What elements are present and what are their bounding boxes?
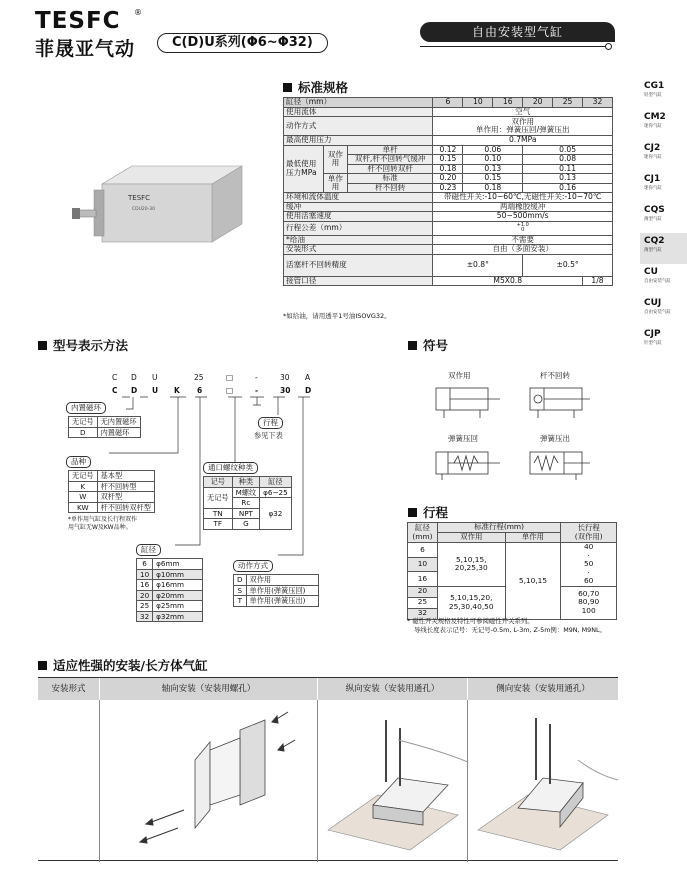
bore-table: 6 φ6mm 10 φ10mm 16 φ16mm 20 φ20mm 25 φ25mm 32 φ32mm xyxy=(136,558,203,622)
variety-table: 无记号 基本型 K 杆不回转型 W 双杆型 KW 杆不回转双杆型 xyxy=(68,470,155,513)
magnet-table: 无记号 无内置磁环 D 内置磁环 xyxy=(68,416,141,438)
nav-item-cq2[interactable]: CQ2 薄型气缸 xyxy=(640,233,687,264)
series-title: C(D)U系列(Φ6~Φ32) xyxy=(157,33,328,53)
thread-title: 通口螺纹种类 xyxy=(203,462,258,474)
axial-mount-illustration xyxy=(100,700,318,860)
header-divider-dot xyxy=(605,43,612,50)
stroke-table: 缸径 (mm) 标准行程(mm) 长行程 (双作用) 双作用 单作用 6 5,10,15, 20,25,30 5,10,15 40 · 50 · 60 10 16 20 5,10,15,20, 25,30,40,50 60,70 80,90 100 25 32 xyxy=(407,522,617,620)
pneumatic-symbols xyxy=(430,380,590,480)
mount-cell-vertical xyxy=(318,700,468,862)
brand-logo-cn: 菲晟亚气动 xyxy=(35,38,136,60)
nav-item-cjp[interactable]: CJP 针型气缸 xyxy=(644,329,662,346)
nav-item-cu[interactable]: CU 自由安装气缸 xyxy=(644,267,671,284)
svg-text:TESFC: TESFC xyxy=(128,194,151,202)
model-section-title: 型号表示方法 xyxy=(38,336,128,354)
bore-title: 缸径 xyxy=(136,544,161,556)
stroke-note: 参见下表 xyxy=(254,431,283,440)
symbol-section-title: 符号 xyxy=(408,336,448,354)
mount-cell-lateral xyxy=(468,700,618,862)
mount-cell-blank xyxy=(38,700,100,862)
variety-title: 品种 xyxy=(66,456,91,468)
stroke-title-box: 行程 xyxy=(258,417,283,429)
variety-note: *单作用气缸及长行程双作用气缸无W及KW品种。 xyxy=(68,516,138,531)
registered-mark: ® xyxy=(134,8,142,17)
thread-table: 记号 种类 缸径 无记号 M螺纹 φ6~25 Rc φ32 TN NPT TF G xyxy=(203,476,292,530)
nav-item-cg1[interactable]: CG1 轻型气缸 xyxy=(644,81,665,98)
nav-item-cuj[interactable]: CUJ 自由安装气缸 xyxy=(644,298,671,315)
action-table: D 双作用 S 单作用(弹簧压回) T 单作用(弹簧压出) xyxy=(233,574,319,607)
symbol-label-double: 双作用 xyxy=(448,371,471,380)
symbol-label-spring-extend: 弹簧压出 xyxy=(540,434,570,443)
mount-table xyxy=(38,677,618,861)
brand-logo-en: TESFC xyxy=(35,8,121,34)
header-label: 自由安装型气缸 xyxy=(420,22,615,42)
mount-header-lateral: 侧向安装（安装用通孔） xyxy=(468,678,618,700)
spec-table: 缸径（mm） 6 10 16 20 25 32 使用流体 空气 动作方式 双作用 单作用：弹簧压回/弹簧压出 最高使用压力 0.7MPa 最低使用 压力MPa 双作用 单杆 0.12 0.06 0.05 双杆,杆不回转气缓冲 0.15 0.10 0.08 杆不回转双杆 0.18 0.13 0.11 单作用 标准 0.20 0.15 0.13 杆不回转 0.23 0.18 0.16 环境和流体温度 带磁性开关:-10~60℃,无磁性开关:-10~70℃ 缓冲 两端橡胶缓冲 使用活塞速度 50~500mm/s 行程公差（mm） +1.0 0 *给油 不需要 安装形式 自由（多面安装） 活塞杆不回转精度 ±0.8° ±0.5° 接管口径 M5X0.8 1/8 xyxy=(283,97,613,286)
nav-item-cqs[interactable]: CQS 薄型气缸 xyxy=(644,205,665,222)
mount-section-title: 适应性强的安装/长方体气缸 xyxy=(38,656,208,674)
svg-text:CDU20-30: CDU20-30 xyxy=(132,207,155,212)
stroke-section-title: 行程 xyxy=(408,503,448,521)
nav-item-cj1[interactable]: CJ1 迷你气缸 xyxy=(644,174,662,191)
action-title: 动作方式 xyxy=(233,560,273,572)
stroke-notes: * 磁性开关规格及特性可参阅磁性开关系列。 导线长度表示记号：无记号-0.5m, L-3m, Z-5m例：M9N, M9NL。 xyxy=(407,617,606,634)
vertical-mount-illustration xyxy=(318,700,468,860)
mount-header-type: 安装形式 xyxy=(38,678,100,700)
nav-item-cm2[interactable]: CM2 迷你气缸 xyxy=(644,112,666,129)
mount-header-axial: 轴向安装（安装用螺孔） xyxy=(100,678,318,700)
symbol-label-nonrotate: 杆不回转 xyxy=(540,371,570,380)
magnet-title: 内置磁环 xyxy=(66,402,106,414)
series-side-nav xyxy=(640,78,687,357)
lateral-mount-illustration xyxy=(468,700,618,860)
mount-header-vertical: 纵向安装（安装用通孔） xyxy=(318,678,468,700)
mount-cell-axial xyxy=(100,700,318,862)
spec-note: *如给油，请用透平1号油ISOVG32。 xyxy=(283,312,391,320)
header-divider xyxy=(420,46,610,47)
spec-section-title: 标准规格 xyxy=(283,78,348,96)
nav-item-cj2[interactable]: CJ2 迷你气缸 xyxy=(644,143,662,160)
cylinder-product-image xyxy=(72,154,257,254)
symbol-label-spring-return: 弹簧压回 xyxy=(448,434,478,443)
